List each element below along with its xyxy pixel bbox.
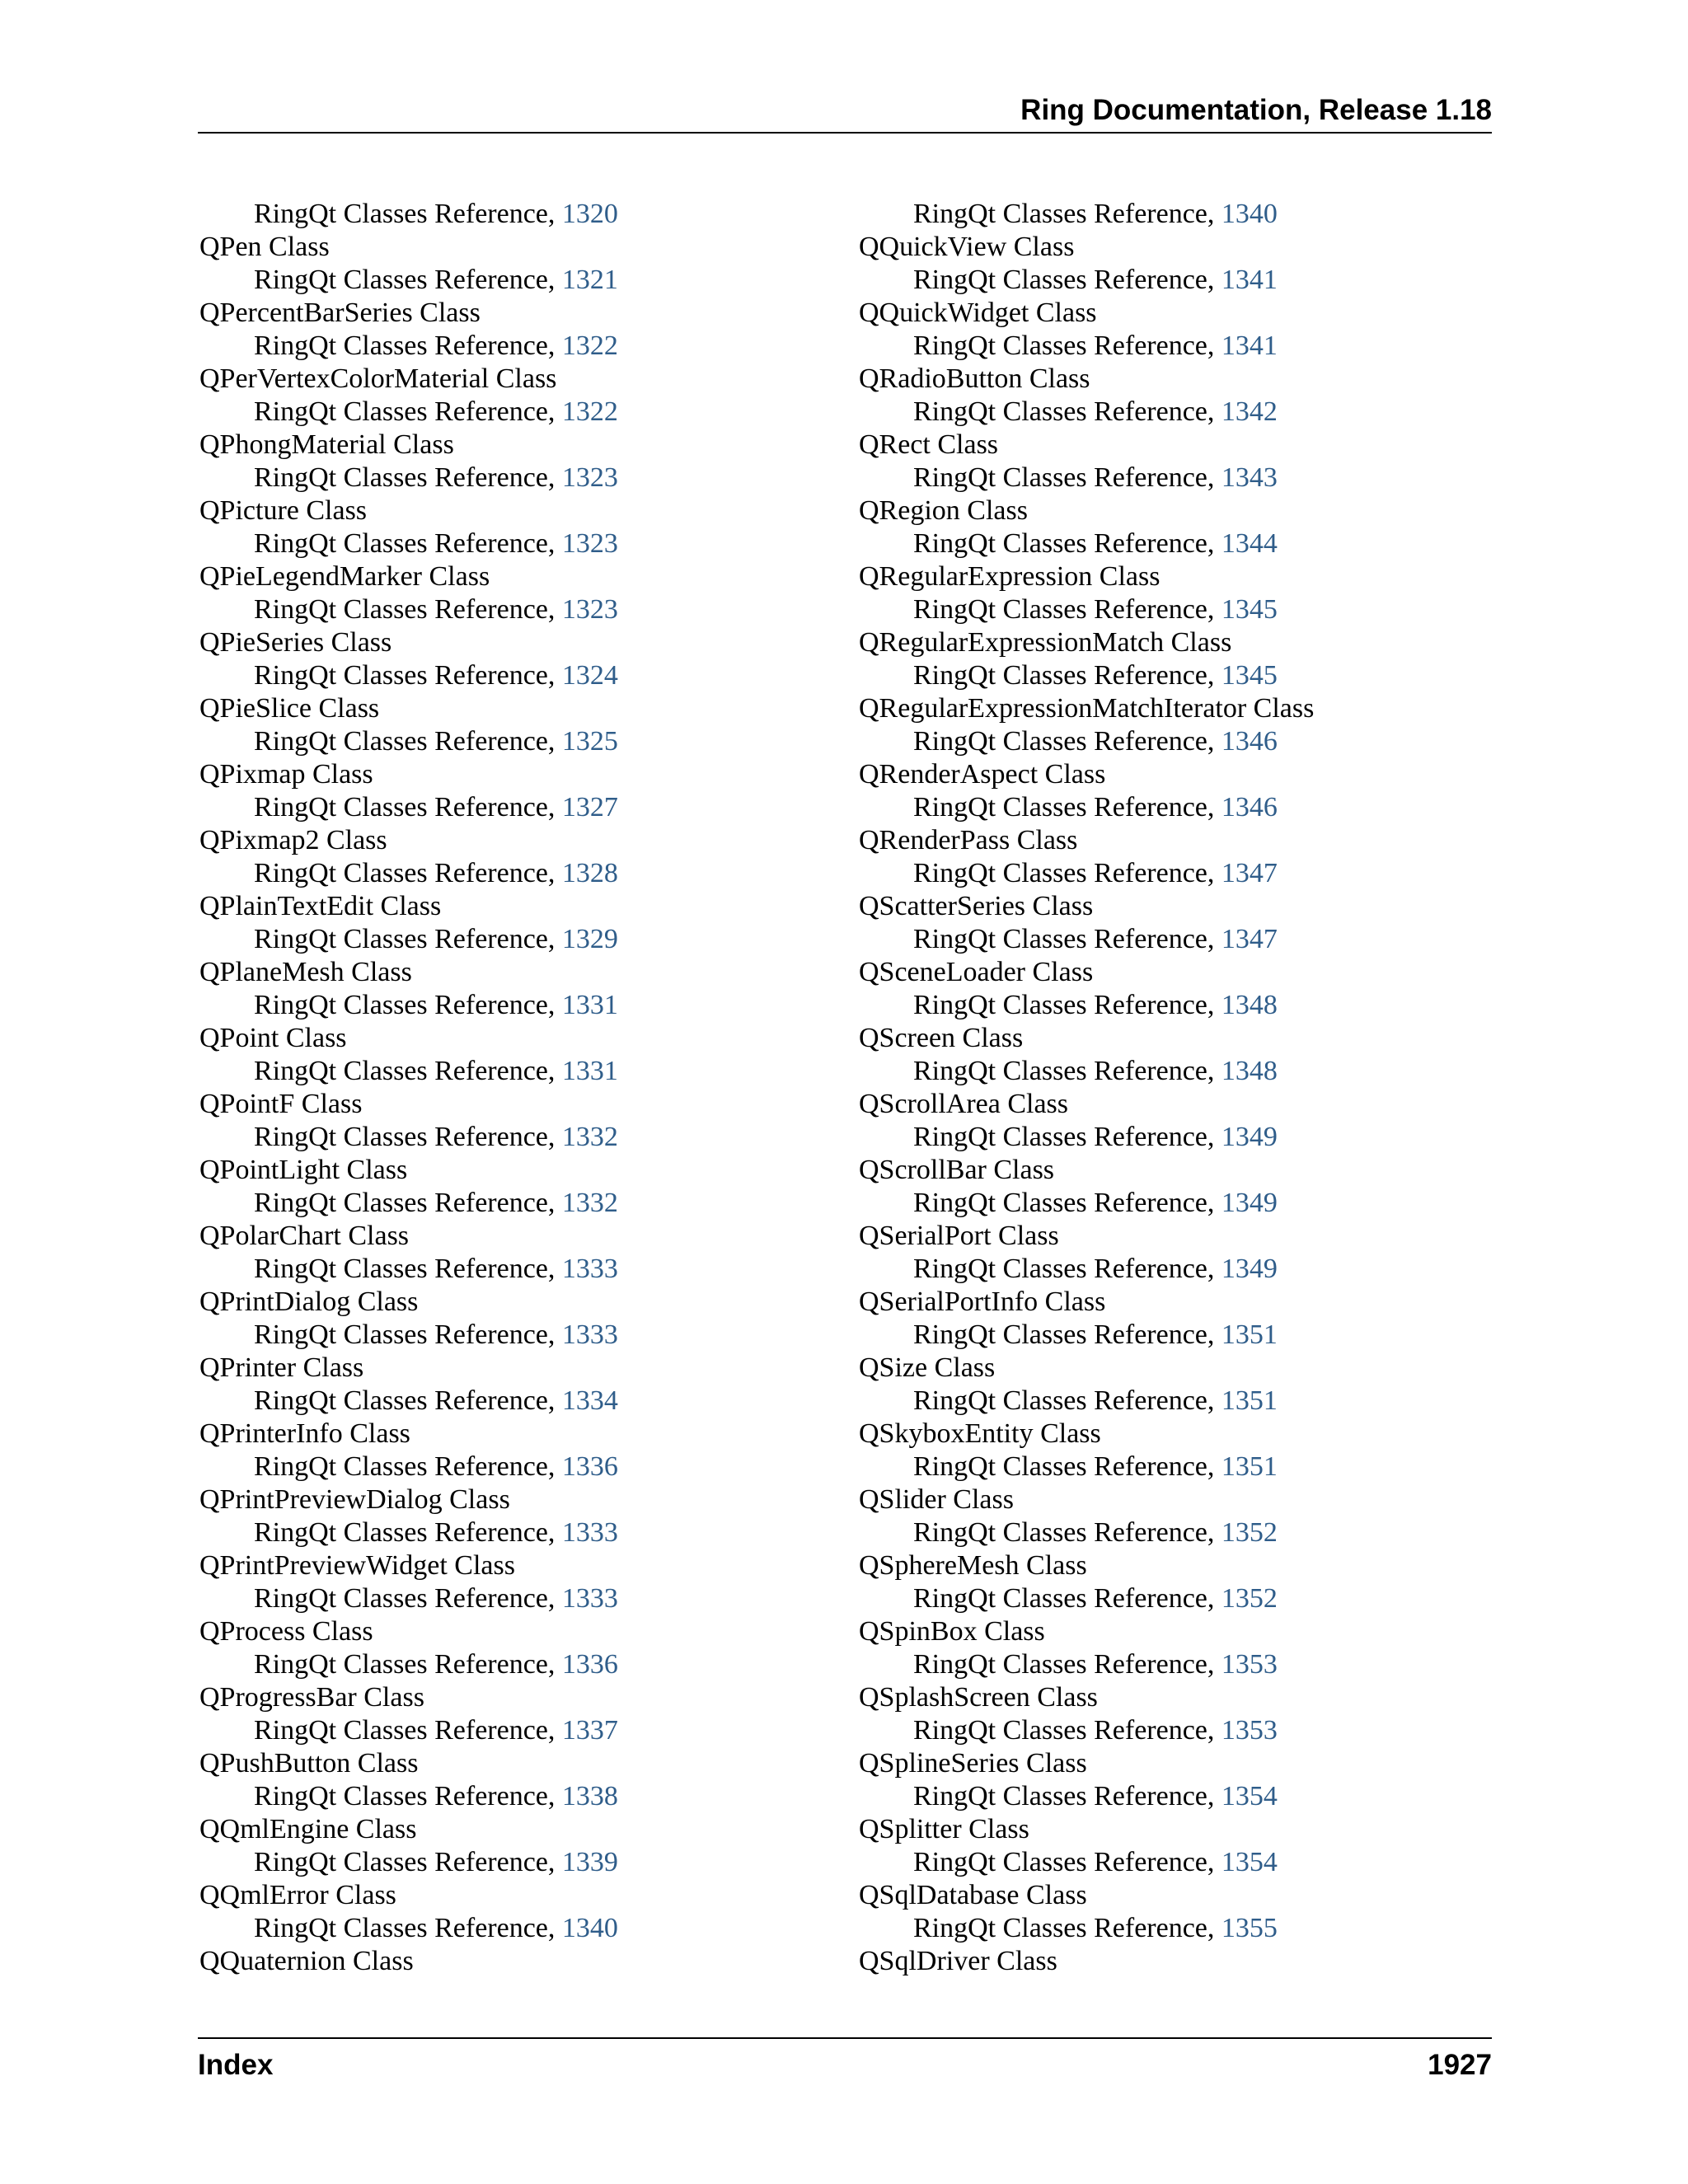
subentry-label: RingQt Classes Reference, — [254, 594, 562, 625]
subentry-label: RingQt Classes Reference, — [254, 1517, 562, 1548]
page-link[interactable]: 1352 — [1221, 1583, 1278, 1614]
index-subentry — [859, 1582, 1502, 1615]
page-link[interactable]: 1336 — [561, 1649, 618, 1680]
index-entry: QRadioButton Class — [859, 363, 1090, 394]
page-link[interactable]: 1322 — [561, 330, 618, 361]
page-link[interactable]: 1328 — [561, 858, 618, 888]
subentry-label: RingQt Classes Reference, — [254, 528, 562, 559]
index-entry: QPixmap Class — [199, 759, 373, 790]
page-link[interactable]: 1346 — [1221, 726, 1278, 757]
index-subentry — [199, 198, 826, 231]
page-link[interactable]: 1343 — [1221, 462, 1278, 493]
index-subentry — [199, 1582, 826, 1615]
index-entry: QSlider Class — [859, 1484, 1014, 1515]
subentry-label: RingQt Classes Reference, — [254, 990, 562, 1020]
index-subentry — [859, 725, 1502, 758]
index-subentry — [859, 1121, 1502, 1154]
index-subentry — [859, 330, 1502, 363]
page-link[interactable]: 1351 — [1221, 1319, 1278, 1350]
index-entry: QSplineSeries Class — [859, 1748, 1087, 1779]
subentry-label: RingQt Classes Reference, — [254, 265, 562, 295]
page-link[interactable]: 1348 — [1221, 990, 1278, 1020]
index-subentry — [199, 725, 826, 758]
index-subentry — [199, 264, 826, 297]
index-subentry — [199, 1648, 826, 1681]
index-subentry — [859, 1714, 1502, 1747]
index-entry: QSqlDatabase Class — [859, 1880, 1087, 1910]
subentry-label: RingQt Classes Reference, — [913, 858, 1221, 888]
index-subentry — [199, 1187, 826, 1220]
index-entry: QQuaternion Class — [199, 1946, 414, 1976]
index-subentry — [859, 791, 1502, 824]
index-subentry — [859, 857, 1502, 890]
index-entry: QQuickWidget Class — [859, 298, 1097, 328]
subentry-label: RingQt Classes Reference, — [913, 1056, 1221, 1086]
index-column-right — [859, 198, 1502, 1978]
subentry-label: RingQt Classes Reference, — [254, 1319, 562, 1350]
index-entry: QQmlError Class — [199, 1880, 396, 1910]
index-subentry — [859, 1319, 1502, 1352]
subentry-label: RingQt Classes Reference, — [254, 858, 562, 888]
index-subentry — [199, 1055, 826, 1088]
index-subentry — [859, 1516, 1502, 1549]
page-link[interactable]: 1338 — [561, 1781, 618, 1811]
subentry-label: RingQt Classes Reference, — [254, 1715, 562, 1746]
index-subentry — [199, 1912, 826, 1945]
index-subentry — [859, 1187, 1502, 1220]
index-entry: QSpinBox Class — [859, 1616, 1045, 1647]
index-entry: QProgressBar Class — [199, 1682, 424, 1713]
index-entry: QSphereMesh Class — [859, 1550, 1087, 1581]
page-link[interactable]: 1342 — [1221, 396, 1278, 427]
index-entry: QRegion Class — [859, 495, 1028, 526]
index-subentry — [199, 1516, 826, 1549]
subentry-label: RingQt Classes Reference, — [254, 1122, 562, 1152]
index-entry: QSceneLoader Class — [859, 957, 1094, 987]
index-subentry — [859, 1846, 1502, 1879]
page-header — [198, 89, 1492, 134]
index-entry: QSqlDriver Class — [859, 1946, 1057, 1976]
page-link[interactable]: 1340 — [1221, 199, 1278, 229]
page-link[interactable]: 1348 — [1221, 1056, 1278, 1086]
index-entry: QRenderPass Class — [859, 825, 1078, 855]
index-entry: QSerialPortInfo Class — [859, 1286, 1106, 1317]
index-subentry — [199, 857, 826, 890]
index-entry: QPlainTextEdit Class — [199, 891, 442, 921]
subentry-label: RingQt Classes Reference, — [254, 1583, 562, 1614]
index-subentry — [859, 593, 1502, 626]
subentry-label: RingQt Classes Reference, — [913, 660, 1221, 691]
subentry-label: RingQt Classes Reference, — [254, 330, 562, 361]
page-link[interactable]: 1349 — [1221, 1254, 1278, 1284]
subentry-label: RingQt Classes Reference, — [254, 1847, 562, 1877]
index-subentry — [199, 1714, 826, 1747]
subentry-label: RingQt Classes Reference, — [913, 1781, 1221, 1811]
index-subentry — [859, 264, 1502, 297]
subentry-label: RingQt Classes Reference, — [254, 396, 562, 427]
subentry-label: RingQt Classes Reference, — [913, 1913, 1221, 1943]
page-link[interactable]: 1336 — [561, 1451, 618, 1482]
page-link[interactable]: 1347 — [1221, 924, 1278, 954]
index-subentry — [199, 1121, 826, 1154]
subentry-label: RingQt Classes Reference, — [913, 462, 1221, 493]
index-subentry — [199, 1780, 826, 1813]
subentry-label: RingQt Classes Reference, — [254, 1254, 562, 1284]
page-link[interactable]: 1334 — [561, 1385, 618, 1416]
page-link[interactable]: 1355 — [1221, 1913, 1278, 1943]
page-link[interactable]: 1340 — [561, 1913, 618, 1943]
subentry-label: RingQt Classes Reference, — [913, 1715, 1221, 1746]
index-entry: QPlaneMesh Class — [199, 957, 412, 987]
index-subentry — [199, 989, 826, 1022]
subentry-label: RingQt Classes Reference, — [913, 1122, 1221, 1152]
index-subentry — [859, 1648, 1502, 1681]
index-subentry — [859, 462, 1502, 494]
index-entry: QQmlEngine Class — [199, 1814, 417, 1844]
index-column-left — [199, 198, 826, 1978]
index-entry: QPieSlice Class — [199, 693, 380, 724]
page-link[interactable]: 1327 — [561, 792, 618, 823]
index-subentry — [859, 198, 1502, 231]
index-entry: QPointF Class — [199, 1089, 363, 1119]
page-footer — [198, 2037, 1492, 2082]
page-link[interactable]: 1323 — [561, 528, 618, 559]
page-number: 1927 — [1428, 2049, 1492, 2081]
index-entry: QSerialPort Class — [859, 1221, 1059, 1251]
index-entry: QPieSeries Class — [199, 627, 392, 658]
page-link[interactable]: 1333 — [561, 1517, 618, 1548]
subentry-label: RingQt Classes Reference, — [913, 990, 1221, 1020]
page-link[interactable]: 1333 — [561, 1583, 618, 1614]
index-subentry — [199, 791, 826, 824]
page-link[interactable]: 1354 — [1221, 1781, 1278, 1811]
index-subentry — [199, 1253, 826, 1286]
page-link[interactable]: 1351 — [1221, 1451, 1278, 1482]
page-link[interactable]: 1331 — [561, 990, 618, 1020]
page-link[interactable]: 1346 — [1221, 792, 1278, 823]
index-subentry — [199, 923, 826, 956]
index-entry: QQuickView Class — [859, 232, 1075, 262]
subentry-label: RingQt Classes Reference, — [913, 528, 1221, 559]
subentry-label: RingQt Classes Reference, — [913, 199, 1221, 229]
index-subentry — [859, 1253, 1502, 1286]
page-link[interactable]: 1329 — [561, 924, 618, 954]
index-entry: QPrintDialog Class — [199, 1286, 419, 1317]
index-subentry — [199, 659, 826, 692]
index-subentry — [199, 462, 826, 494]
subentry-label: RingQt Classes Reference, — [254, 1781, 562, 1811]
index-subentry — [199, 593, 826, 626]
page-link[interactable]: 1337 — [561, 1715, 618, 1746]
index-entry: QPercentBarSeries Class — [199, 298, 481, 328]
subentry-label: RingQt Classes Reference, — [913, 1649, 1221, 1680]
subentry-label: RingQt Classes Reference, — [913, 1385, 1221, 1416]
index-entry: QPen Class — [199, 232, 330, 262]
page-link[interactable]: 1341 — [1221, 265, 1278, 295]
index-subentry — [859, 659, 1502, 692]
page-link[interactable]: 1347 — [1221, 858, 1278, 888]
page-link[interactable]: 1339 — [561, 1847, 618, 1877]
index-subentry — [859, 1451, 1502, 1483]
index-entry: QSplitter Class — [859, 1814, 1029, 1844]
subentry-label: RingQt Classes Reference, — [913, 1451, 1221, 1482]
subentry-label: RingQt Classes Reference, — [913, 1583, 1221, 1614]
subentry-label: RingQt Classes Reference, — [913, 1188, 1221, 1218]
page-link[interactable]: 1354 — [1221, 1847, 1278, 1877]
subentry-label: RingQt Classes Reference, — [254, 1385, 562, 1416]
index-entry: QPolarChart Class — [199, 1221, 410, 1251]
index-entry: QPrinter Class — [199, 1352, 364, 1383]
page-link[interactable]: 1352 — [1221, 1517, 1278, 1548]
subentry-label: RingQt Classes Reference, — [254, 1188, 562, 1218]
subentry-label: RingQt Classes Reference, — [913, 1517, 1221, 1548]
page-link[interactable]: 1341 — [1221, 330, 1278, 361]
index-subentry — [199, 1319, 826, 1352]
page-link[interactable]: 1345 — [1221, 660, 1278, 691]
subentry-label: RingQt Classes Reference, — [254, 199, 562, 229]
document-title: Ring Documentation, Release 1.18 — [1020, 94, 1492, 126]
index-entry: QScreen Class — [859, 1023, 1024, 1053]
index-subentry — [199, 1451, 826, 1483]
page-link[interactable]: 1332 — [561, 1188, 618, 1218]
index-subentry — [859, 1055, 1502, 1088]
index-subentry — [199, 1385, 826, 1418]
index-entry: QPrintPreviewDialog Class — [199, 1484, 510, 1515]
subentry-label: RingQt Classes Reference, — [254, 792, 562, 823]
page-link[interactable]: 1322 — [561, 396, 618, 427]
index-entry: QProcess Class — [199, 1616, 373, 1647]
index-entry: QRegularExpression Class — [859, 561, 1160, 592]
index-subentry — [199, 1846, 826, 1879]
page-link[interactable]: 1320 — [561, 199, 618, 229]
subentry-label: RingQt Classes Reference, — [254, 1649, 562, 1680]
index-entry: QSize Class — [859, 1352, 996, 1383]
index-entry: QRenderAspect Class — [859, 759, 1106, 790]
subentry-label: RingQt Classes Reference, — [913, 1847, 1221, 1877]
index-subentry — [859, 527, 1502, 560]
page-link[interactable]: 1349 — [1221, 1188, 1278, 1218]
index-entry: QPrinterInfo Class — [199, 1418, 410, 1449]
index-subentry — [859, 923, 1502, 956]
index-entry: QPieLegendMarker Class — [199, 561, 490, 592]
index-subentry — [199, 330, 826, 363]
index-entry: QRegularExpressionMatchIterator Class — [859, 693, 1315, 724]
index-entry: QSplashScreen Class — [859, 1682, 1098, 1713]
index-subentry — [859, 1912, 1502, 1945]
page-link[interactable]: 1323 — [561, 462, 618, 493]
page-link[interactable]: 1351 — [1221, 1385, 1278, 1416]
index-subentry — [859, 1780, 1502, 1813]
subentry-label: RingQt Classes Reference, — [913, 1254, 1221, 1284]
index-entry: QPerVertexColorMaterial Class — [199, 363, 557, 394]
subentry-label: RingQt Classes Reference, — [913, 594, 1221, 625]
subentry-label: RingQt Classes Reference, — [254, 1056, 562, 1086]
subentry-label: RingQt Classes Reference, — [913, 265, 1221, 295]
index-entry: QPicture Class — [199, 495, 368, 526]
index-subentry — [199, 396, 826, 429]
subentry-label: RingQt Classes Reference, — [913, 726, 1221, 757]
page-link[interactable]: 1333 — [561, 1319, 618, 1350]
index-entry: QScrollArea Class — [859, 1089, 1069, 1119]
index-entry: QPhongMaterial Class — [199, 429, 454, 460]
subentry-label: RingQt Classes Reference, — [254, 660, 562, 691]
subentry-label: RingQt Classes Reference, — [254, 924, 562, 954]
page-link[interactable]: 1325 — [561, 726, 618, 757]
subentry-label: RingQt Classes Reference, — [254, 1913, 562, 1943]
index-entry: QPoint Class — [199, 1023, 347, 1053]
subentry-label: RingQt Classes Reference, — [913, 396, 1221, 427]
index-entry: QPrintPreviewWidget Class — [199, 1550, 515, 1581]
page-link[interactable]: 1333 — [561, 1254, 618, 1284]
subentry-label: RingQt Classes Reference, — [254, 462, 562, 493]
page-link[interactable]: 1321 — [561, 265, 618, 295]
page-link[interactable]: 1344 — [1221, 528, 1278, 559]
index-entry: QScrollBar Class — [859, 1155, 1055, 1185]
page-link[interactable]: 1331 — [561, 1056, 618, 1086]
page-link[interactable]: 1353 — [1221, 1715, 1278, 1746]
page-link[interactable]: 1345 — [1221, 594, 1278, 625]
subentry-label: RingQt Classes Reference, — [913, 792, 1221, 823]
index-subentry — [859, 396, 1502, 429]
index-entry: QPushButton Class — [199, 1748, 419, 1779]
subentry-label: RingQt Classes Reference, — [254, 726, 562, 757]
index-entry: QPointLight Class — [199, 1155, 408, 1185]
page-link[interactable]: 1323 — [561, 594, 618, 625]
page-link[interactable]: 1332 — [561, 1122, 618, 1152]
index-subentry — [859, 989, 1502, 1022]
index-entry: QRegularExpressionMatch Class — [859, 627, 1232, 658]
index-entry: QRect Class — [859, 429, 999, 460]
index-entry: QSkyboxEntity Class — [859, 1418, 1101, 1449]
footer-section-label: Index — [198, 2049, 274, 2081]
subentry-label: RingQt Classes Reference, — [913, 924, 1221, 954]
index-subentry — [859, 1385, 1502, 1418]
index-entry: QPixmap2 Class — [199, 825, 387, 855]
page-link[interactable]: 1349 — [1221, 1122, 1278, 1152]
index-entry: QScatterSeries Class — [859, 891, 1094, 921]
subentry-label: RingQt Classes Reference, — [913, 1319, 1221, 1350]
page-link[interactable]: 1353 — [1221, 1649, 1278, 1680]
subentry-label: RingQt Classes Reference, — [254, 1451, 562, 1482]
page-link[interactable]: 1324 — [561, 660, 618, 691]
index-subentry — [199, 527, 826, 560]
subentry-label: RingQt Classes Reference, — [913, 330, 1221, 361]
